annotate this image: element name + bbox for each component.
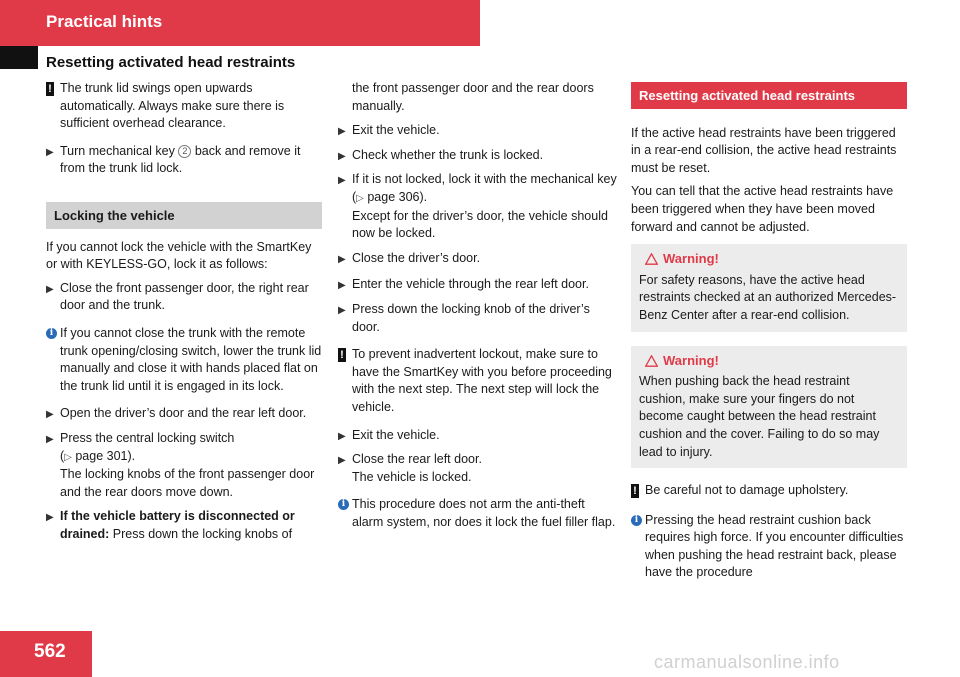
- exclamation-icon: !: [338, 348, 346, 362]
- step-arrow-icon: ▶: [46, 146, 54, 158]
- page-number: 562: [34, 641, 66, 662]
- step-check-trunk: ▶ Check whether the trunk is locked.: [338, 147, 618, 165]
- warning-title: Warning!: [645, 352, 899, 370]
- step-close-front: ▶ Close the front passenger door, the right rear door and the trunk.: [46, 280, 309, 313]
- callout-circle: 2: [178, 145, 191, 158]
- info-alarm: i This procedure does not arm the anti-theft alarm system, nor does it lock the fuel filler flap.: [338, 496, 618, 531]
- step-close-driver: ▶ Close the driver’s door.: [338, 250, 618, 268]
- warning-box-fingers: [631, 346, 907, 469]
- step-turn-key: ▶ Turn mechanical key 2 back and remove it from the trunk lid lock.: [46, 143, 301, 176]
- info-trunk: i If you cannot close the trunk with the remote trunk opening/closing switch, lower the trunk lid manually and close it with hands placed flat on the trunk lid until it is engaged in its lock.: [46, 325, 322, 395]
- chapter-title: Practical hints: [46, 12, 163, 31]
- step-arrow-icon: ▶: [338, 150, 346, 162]
- section-tab-marker: [0, 46, 38, 69]
- step-arrow-icon: ▶: [338, 126, 346, 138]
- step-open-driver: ▶ Open the driver’s door and the rear left door.: [46, 405, 322, 423]
- column-2: [338, 80, 618, 538]
- note-trunk: ! The trunk lid swings open upwards automatically. Always make sure there is sufficient overhead clearance.: [46, 80, 322, 133]
- step-arrow-icon: ▶: [338, 455, 346, 467]
- step-exit-2: ▶ Exit the vehicle.: [338, 427, 618, 445]
- step-exit-1: ▶ Exit the vehicle.: [338, 122, 618, 140]
- warning-text: For safety reasons, have the active head restraints checked at an authorized Mercedes-Benz Center after a rear-end collision.: [639, 272, 897, 322]
- page-number-box: [0, 631, 92, 677]
- paragraph-moved-forward: You can tell that the active head restraints have been triggered when they have been moved forward and cannot be adjusted.: [631, 184, 894, 234]
- warning-text: When pushing back the head restraint cushion, make sure your fingers do not become caught between the head restraint cushion and the cover. Failing to do so may lead to injury.: [639, 374, 880, 459]
- info-force: i Pressing the head restraint cushion back requires high force. If you encounter difficulties when pushing the head restraint back, please have the procedure: [631, 512, 907, 582]
- warning-triangle-icon: [645, 253, 658, 265]
- step-press-knob: ▶ Press down the locking knob of the driver’s door.: [338, 301, 590, 334]
- step-arrow-icon: ▶: [338, 304, 346, 316]
- info-icon: i: [631, 515, 642, 526]
- column-1: [46, 80, 322, 550]
- page-ref-arrow-icon: ▷: [356, 192, 364, 204]
- note-lockout: ! To prevent inadvertent lockout, make sure to have the SmartKey with you before proceeding with the next step. The next step will lock the vehicle.: [338, 346, 618, 416]
- locking-intro: If you cannot lock the vehicle with the SmartKey or with KEYLESS-GO, lock it as follows:: [46, 239, 312, 272]
- step-press-switch: ▶ Press the central locking switch (▷ page 301). The locking knobs of the front passenger door and the rear doors move down.: [46, 430, 315, 499]
- battery-continuation: the front passenger door and the rear doors manually.: [352, 81, 594, 113]
- watermark: carmanualsonline.info: [654, 652, 840, 672]
- note-upholstery: ! Be careful not to damage upholstery.: [631, 482, 907, 500]
- header-bar: [0, 0, 480, 46]
- step-arrow-icon: ▶: [46, 512, 54, 524]
- step-arrow-icon: ▶: [338, 175, 346, 187]
- heading-locking-vehicle: Locking the vehicle: [46, 202, 322, 229]
- step-arrow-icon: ▶: [46, 283, 54, 295]
- exclamation-icon: !: [631, 484, 639, 498]
- warning-triangle-icon: [645, 355, 658, 367]
- step-lock-trunk: ▶ If it is not locked, lock it with the mechanical key (▷ page 306). Except for the driver’s door, the vehicle should now be locked.: [338, 172, 617, 241]
- step-arrow-icon: ▶: [46, 433, 54, 445]
- step-arrow-icon: ▶: [46, 409, 54, 421]
- step-arrow-icon: ▶: [338, 280, 346, 292]
- step-arrow-icon: ▶: [338, 430, 346, 442]
- exclamation-icon: !: [46, 82, 54, 96]
- info-icon: i: [46, 328, 57, 339]
- page-ref-arrow-icon: ▷: [64, 451, 72, 463]
- step-close-rear: ▶ Close the rear left door. The vehicle is locked.: [338, 452, 482, 484]
- heading-resetting-head-restraints: Resetting activated head restraints: [631, 82, 907, 109]
- step-arrow-icon: ▶: [338, 253, 346, 265]
- paragraph-triggered: If the active head restraints have been triggered in a rear-end collision, the active head restraints must be reset.: [631, 125, 897, 175]
- step-enter-rear: ▶ Enter the vehicle through the rear left door.: [338, 276, 618, 294]
- step-battery: ▶ If the vehicle battery is disconnected or drained: Press down the locking knobs of: [46, 509, 295, 541]
- warning-box-safety: [631, 244, 907, 331]
- info-icon: i: [338, 499, 349, 510]
- warning-title: Warning!: [645, 250, 899, 268]
- column-3: [631, 82, 907, 589]
- section-title: Resetting activated head restraints: [46, 54, 296, 71]
